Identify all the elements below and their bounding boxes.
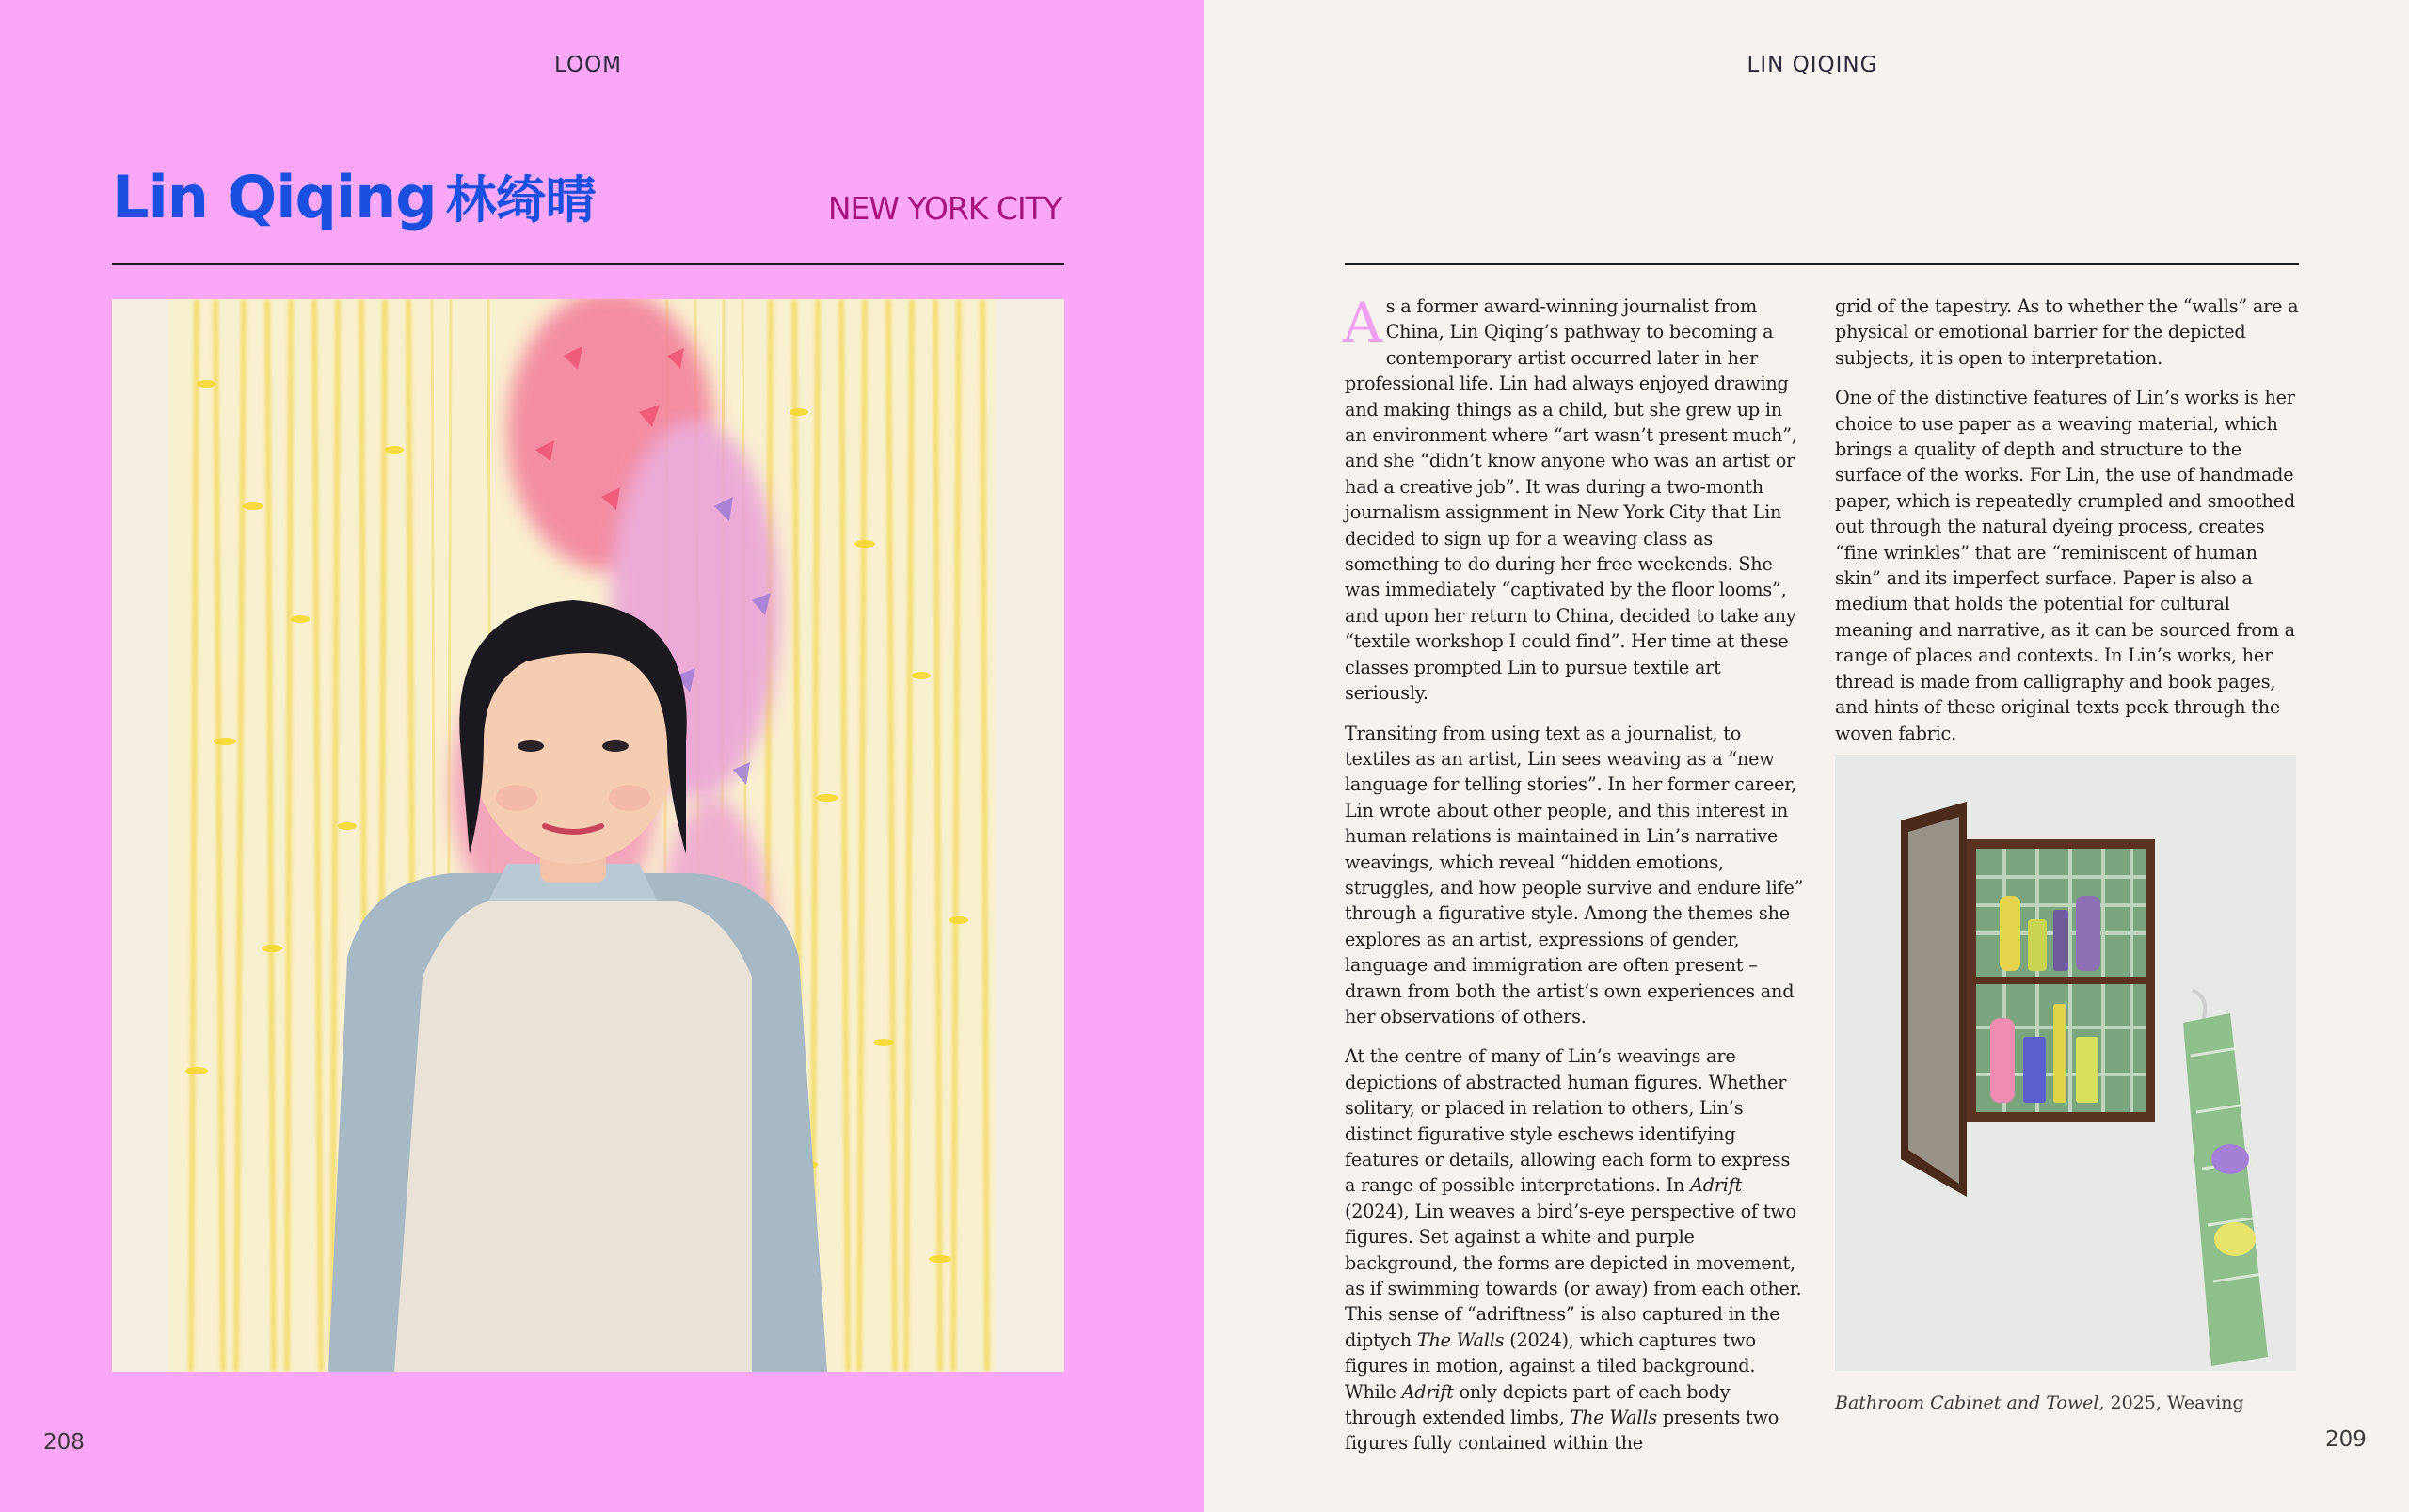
heading-rule-left [112,263,1064,265]
artwork-illustration [1835,755,2296,1371]
paragraph-3-text-a: At the centre of many of Lin’s weavings are depictions of abstracted human figures. Whether solitary, or placed in relation to others, Lin’s distinct figurative style eschews identifying features or details, allowing each form to express a range of possible interpretations. In [1345,1045,1791,1197]
heading-rule-right [1345,263,2299,265]
portrait-illustration [112,299,1064,1372]
work-title-adrift-2: Adrift [1401,1380,1454,1403]
article-column-2 [1835,294,2305,760]
paragraph-1 [1343,291,1806,707]
paragraph-3-text-b: (2024), Lin weaves a bird’s-eye perspective of two figures. Set against a white and purple background, the forms are depicted in movement, as if swimming towards (or away) from each other. This sense of “adriftness” is also captured in the diptych [1345,1200,1802,1351]
paragraph-3-text-c: (2024), which captures two figures in motion, against a tiled background. While [1345,1329,1756,1403]
artwork-caption [1835,1393,2244,1413]
artist-name-heading [112,160,596,232]
paragraph-1-text: s a former award-winning journalist from China, Lin Qiqing’s pathway to becoming a contemporary artist occurred later in her professional life. Lin had always enjoyed drawing and making things as a child, but she grew up in an environment where “art wasn’t present much”, and she “didn’t know anyone who was an artist or had a creative job”. It was during a two-month journalism assignment in New York City that Lin decided to sign up for a weaving class as something to do during her free weekends. She was immediately “captivated by the floor looms”, and upon her return to China, decided to take any “textile workshop I could find”. Her time at these classes prompted Lin to pursue textile art seriously. [1345,295,1797,705]
work-title-the-walls-2: The Walls [1570,1407,1657,1429]
caption-details: , 2025, Weaving [2098,1393,2244,1413]
artist-name-chinese: 林绮晴 [445,170,596,230]
paragraph-2: Transiting from using text as a journalist, to textiles as an artist, Lin sees weaving as a “new language for telling stories”. In her former career, Lin wrote about other people, and this interest in human relations is maintained in Lin’s narrative weavings, which reveal “hidden emotions, struggles, and how people survive and endure life” through a figurative style. Among the themes she explores as an artist, expressions of gender, language and immigration are often present – drawn from both the artist’s own experiences and her observations of others. [1345,722,1804,1027]
paragraph-3-text-e: presents two figures fully contained within the [1345,1407,1779,1455]
paragraph-4: grid of the tapestry. As to whether the “walls” are a physical or emotional barrier for the depicted subjects, it is open to interpretation. [1835,295,2299,369]
left-page [0,0,1204,1512]
paragraph-5: One of the distinctive features of Lin’s works is her choice to use paper as a weaving material, which brings a quality of depth and structure to the surface of the works. For Lin, the use of handmade paper, which is repeatedly crumpled and smoothed out through the natural dyeing process, creates “fine wrinkles” that are “reminiscent of human skin” and its imperfect surface. Paper is also a medium that holds the potential for cultural meaning and narrative, as it can be sourced from a range of places and contexts. In Lin’s works, her thread is made from calligraphy and book pages, and hints of these original texts peek through the woven fabric. [1835,387,2295,744]
artwork-photo [1835,755,2296,1371]
page-number-right: 209 [2325,1427,2367,1452]
paragraph-3-text-d: only depicts part of each body through extended limbs, [1345,1380,1731,1429]
artist-portrait-photo [112,299,1064,1372]
running-head-right: LIN QIQING [1747,53,1878,77]
city-label: NEW YORK CITY [827,190,1061,227]
paragraph-3 [1345,1043,1806,1456]
work-title-the-walls: The Walls [1416,1329,1505,1351]
artist-name: Lin Qiqing [112,163,437,231]
drop-cap: A [1343,291,1382,355]
work-title-adrift: Adrift [1690,1174,1743,1197]
running-head-left: LOOM [553,53,623,77]
article-column-1 [1343,291,1806,1471]
page-number-left: 208 [43,1430,85,1455]
caption-title: Bathroom Cabinet and Towel [1835,1393,2099,1413]
